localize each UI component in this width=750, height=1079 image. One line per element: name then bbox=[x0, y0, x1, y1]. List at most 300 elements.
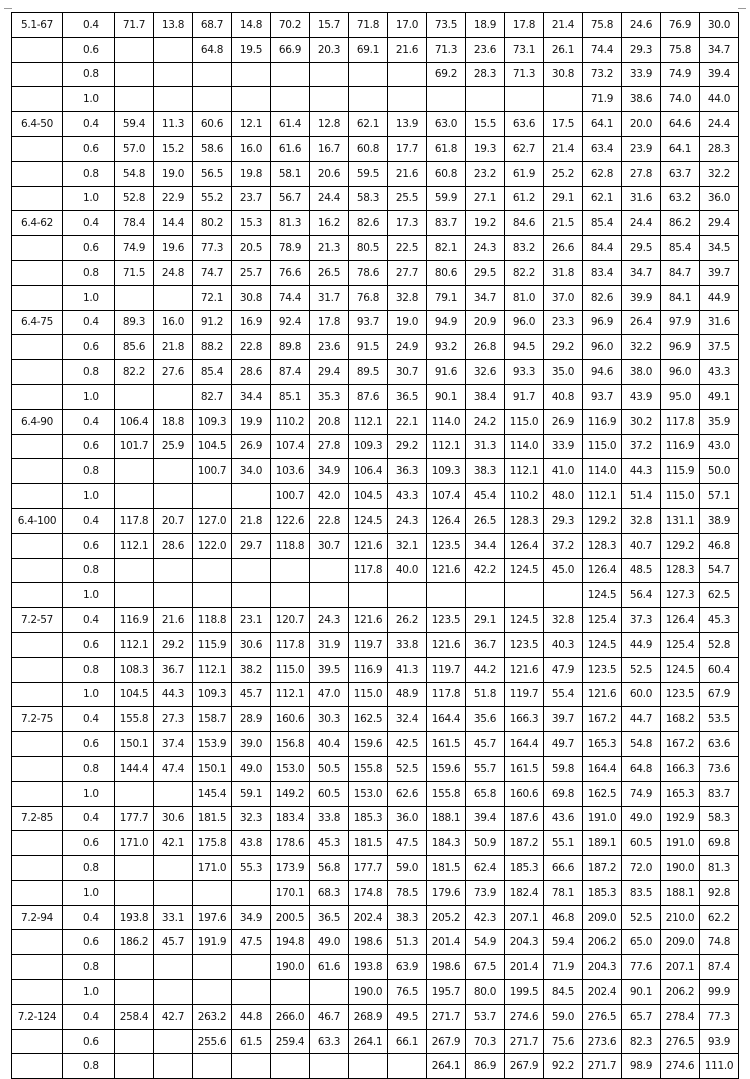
table-row bbox=[12, 285, 739, 310]
value-cell: 51.4 bbox=[622, 484, 661, 509]
value-cell: 42.7 bbox=[154, 1004, 193, 1029]
value-cell: 95.0 bbox=[661, 384, 700, 409]
value-cell: 29.3 bbox=[544, 508, 583, 533]
value-cell: 271.7 bbox=[427, 1004, 466, 1029]
table-row bbox=[12, 905, 739, 930]
value-cell: 258.4 bbox=[115, 1004, 154, 1029]
value-cell: 125.4 bbox=[583, 608, 622, 633]
value-cell: 24.9 bbox=[388, 335, 427, 360]
value-cell: 202.4 bbox=[349, 905, 388, 930]
value-cell: 189.1 bbox=[583, 831, 622, 856]
value-cell: 191.0 bbox=[583, 806, 622, 831]
value-cell: 61.6 bbox=[271, 136, 310, 161]
value-cell: 52.5 bbox=[388, 756, 427, 781]
value-cell: 131.1 bbox=[661, 508, 700, 533]
table-row bbox=[12, 558, 739, 583]
value-cell: 24.3 bbox=[310, 608, 349, 633]
value-cell bbox=[154, 955, 193, 980]
value-cell bbox=[154, 558, 193, 583]
ratio-cell: 1.0 bbox=[63, 87, 115, 112]
value-cell bbox=[232, 980, 271, 1005]
ratio-cell: 0.6 bbox=[63, 831, 115, 856]
value-cell: 37.4 bbox=[154, 732, 193, 757]
value-cell: 161.5 bbox=[427, 732, 466, 757]
value-cell: 23.2 bbox=[466, 161, 505, 186]
value-cell: 31.7 bbox=[310, 285, 349, 310]
value-cell: 20.3 bbox=[310, 37, 349, 62]
value-cell: 37.0 bbox=[544, 285, 583, 310]
value-cell: 88.2 bbox=[193, 335, 232, 360]
value-cell: 45.3 bbox=[700, 608, 739, 633]
ratio-cell: 0.4 bbox=[63, 1004, 115, 1029]
value-cell: 175.8 bbox=[193, 831, 232, 856]
value-cell: 32.8 bbox=[622, 508, 661, 533]
value-cell: 44.0 bbox=[700, 87, 739, 112]
value-cell: 45.7 bbox=[154, 930, 193, 955]
value-cell bbox=[154, 384, 193, 409]
value-cell: 104.5 bbox=[193, 434, 232, 459]
value-cell: 19.9 bbox=[232, 409, 271, 434]
model-cell bbox=[12, 930, 63, 955]
value-cell: 36.5 bbox=[388, 384, 427, 409]
value-cell: 61.4 bbox=[271, 112, 310, 137]
value-cell: 73.1 bbox=[505, 37, 544, 62]
value-cell: 55.1 bbox=[544, 831, 583, 856]
value-cell: 81.3 bbox=[271, 211, 310, 236]
value-cell: 90.1 bbox=[622, 980, 661, 1005]
table-row bbox=[12, 211, 739, 236]
value-cell: 54.8 bbox=[115, 161, 154, 186]
value-cell: 93.7 bbox=[349, 310, 388, 335]
table-row bbox=[12, 62, 739, 87]
value-cell: 73.5 bbox=[427, 13, 466, 38]
value-cell: 199.5 bbox=[505, 980, 544, 1005]
value-cell: 82.1 bbox=[427, 236, 466, 261]
value-cell bbox=[154, 1054, 193, 1079]
value-cell: 26.8 bbox=[466, 335, 505, 360]
value-cell: 32.3 bbox=[232, 806, 271, 831]
value-cell: 115.0 bbox=[505, 409, 544, 434]
value-cell: 19.8 bbox=[232, 161, 271, 186]
value-cell: 41.0 bbox=[544, 459, 583, 484]
value-cell: 43.6 bbox=[544, 806, 583, 831]
value-cell: 81.0 bbox=[505, 285, 544, 310]
value-cell: 57.1 bbox=[700, 484, 739, 509]
model-cell bbox=[12, 756, 63, 781]
ratio-cell: 0.4 bbox=[63, 211, 115, 236]
value-cell: 59.9 bbox=[427, 186, 466, 211]
value-cell: 206.2 bbox=[661, 980, 700, 1005]
ratio-cell: 0.4 bbox=[63, 13, 115, 38]
table-row bbox=[12, 1029, 739, 1054]
value-cell: 190.0 bbox=[349, 980, 388, 1005]
value-cell: 58.3 bbox=[349, 186, 388, 211]
value-cell: 63.7 bbox=[661, 161, 700, 186]
value-cell: 61.9 bbox=[505, 161, 544, 186]
value-cell: 39.7 bbox=[700, 260, 739, 285]
value-cell: 165.3 bbox=[661, 781, 700, 806]
value-cell: 86.2 bbox=[661, 211, 700, 236]
value-cell: 73.6 bbox=[700, 756, 739, 781]
value-cell: 210.0 bbox=[661, 905, 700, 930]
value-cell: 121.6 bbox=[349, 533, 388, 558]
value-cell: 72.1 bbox=[193, 285, 232, 310]
value-cell bbox=[154, 87, 193, 112]
value-cell: 61.5 bbox=[232, 1029, 271, 1054]
value-cell bbox=[271, 87, 310, 112]
ratio-cell: 0.4 bbox=[63, 409, 115, 434]
value-cell: 22.5 bbox=[388, 236, 427, 261]
value-cell: 59.1 bbox=[232, 781, 271, 806]
value-cell: 29.5 bbox=[466, 260, 505, 285]
value-cell: 38.3 bbox=[388, 905, 427, 930]
model-cell: 6.4-75 bbox=[12, 310, 63, 335]
value-cell: 66.1 bbox=[388, 1029, 427, 1054]
value-cell: 78.6 bbox=[349, 260, 388, 285]
value-cell: 38.9 bbox=[700, 508, 739, 533]
value-cell bbox=[232, 583, 271, 608]
value-cell: 93.9 bbox=[700, 1029, 739, 1054]
value-cell: 50.5 bbox=[310, 756, 349, 781]
value-cell: 198.6 bbox=[349, 930, 388, 955]
value-cell: 15.3 bbox=[232, 211, 271, 236]
model-cell: 6.4-90 bbox=[12, 409, 63, 434]
value-cell: 30.6 bbox=[154, 806, 193, 831]
ratio-cell: 0.6 bbox=[63, 335, 115, 360]
value-cell: 29.1 bbox=[544, 186, 583, 211]
value-cell: 31.3 bbox=[466, 434, 505, 459]
value-cell: 26.1 bbox=[544, 37, 583, 62]
value-cell bbox=[193, 1054, 232, 1079]
model-cell: 6.4-100 bbox=[12, 508, 63, 533]
ratio-cell: 0.4 bbox=[63, 508, 115, 533]
value-cell: 39.0 bbox=[232, 732, 271, 757]
value-cell: 16.2 bbox=[310, 211, 349, 236]
value-cell: 115.9 bbox=[193, 632, 232, 657]
value-cell: 25.7 bbox=[232, 260, 271, 285]
value-cell: 30.7 bbox=[310, 533, 349, 558]
value-cell: 33.1 bbox=[154, 905, 193, 930]
value-cell: 185.3 bbox=[505, 856, 544, 881]
value-cell bbox=[115, 955, 154, 980]
value-cell: 63.4 bbox=[583, 136, 622, 161]
value-cell: 27.7 bbox=[388, 260, 427, 285]
value-cell: 190.0 bbox=[271, 955, 310, 980]
value-cell: 31.8 bbox=[544, 260, 583, 285]
table-row bbox=[12, 632, 739, 657]
table-row bbox=[12, 186, 739, 211]
value-cell: 129.2 bbox=[661, 533, 700, 558]
value-cell: 25.2 bbox=[544, 161, 583, 186]
value-cell: 78.9 bbox=[271, 236, 310, 261]
value-cell: 124.5 bbox=[583, 632, 622, 657]
value-cell: 58.1 bbox=[271, 161, 310, 186]
value-cell: 74.0 bbox=[661, 87, 700, 112]
value-cell: 255.6 bbox=[193, 1029, 232, 1054]
model-cell bbox=[12, 360, 63, 385]
ratio-cell: 0.8 bbox=[63, 856, 115, 881]
value-cell: 129.2 bbox=[583, 508, 622, 533]
value-cell bbox=[154, 1029, 193, 1054]
value-cell: 19.5 bbox=[232, 37, 271, 62]
value-cell: 84.6 bbox=[505, 211, 544, 236]
model-cell bbox=[12, 186, 63, 211]
value-cell: 38.0 bbox=[622, 360, 661, 385]
value-cell: 55.7 bbox=[466, 756, 505, 781]
value-cell: 34.7 bbox=[466, 285, 505, 310]
value-cell bbox=[154, 484, 193, 509]
value-cell: 49.7 bbox=[544, 732, 583, 757]
ratio-cell: 0.8 bbox=[63, 1054, 115, 1079]
value-cell: 114.0 bbox=[505, 434, 544, 459]
value-cell: 117.8 bbox=[661, 409, 700, 434]
value-cell: 85.1 bbox=[271, 384, 310, 409]
model-cell bbox=[12, 260, 63, 285]
model-cell: 5.1-67 bbox=[12, 13, 63, 38]
value-cell: 205.2 bbox=[427, 905, 466, 930]
value-cell: 71.8 bbox=[349, 13, 388, 38]
value-cell: 263.2 bbox=[193, 1004, 232, 1029]
table-row bbox=[12, 87, 739, 112]
value-cell: 127.0 bbox=[193, 508, 232, 533]
value-cell: 38.2 bbox=[232, 657, 271, 682]
value-cell: 110.2 bbox=[505, 484, 544, 509]
value-cell: 160.6 bbox=[271, 707, 310, 732]
value-cell bbox=[115, 37, 154, 62]
value-cell: 19.6 bbox=[154, 236, 193, 261]
value-cell: 62.4 bbox=[466, 856, 505, 881]
value-cell: 76.9 bbox=[661, 13, 700, 38]
value-cell: 32.8 bbox=[544, 608, 583, 633]
value-cell: 45.4 bbox=[466, 484, 505, 509]
value-cell: 36.7 bbox=[154, 657, 193, 682]
ratio-cell: 0.6 bbox=[63, 930, 115, 955]
value-cell bbox=[232, 880, 271, 905]
value-cell: 83.5 bbox=[622, 880, 661, 905]
value-cell: 29.2 bbox=[388, 434, 427, 459]
value-cell: 164.4 bbox=[583, 756, 622, 781]
ratio-cell: 1.0 bbox=[63, 781, 115, 806]
model-cell bbox=[12, 558, 63, 583]
value-cell: 55.3 bbox=[232, 856, 271, 881]
value-cell bbox=[115, 62, 154, 87]
value-cell bbox=[544, 87, 583, 112]
value-cell: 33.8 bbox=[310, 806, 349, 831]
value-cell: 109.3 bbox=[349, 434, 388, 459]
model-cell bbox=[12, 161, 63, 186]
value-cell: 121.6 bbox=[427, 632, 466, 657]
model-cell bbox=[12, 335, 63, 360]
value-cell: 61.2 bbox=[505, 186, 544, 211]
value-cell: 93.2 bbox=[427, 335, 466, 360]
value-cell: 40.0 bbox=[388, 558, 427, 583]
value-cell: 119.7 bbox=[505, 682, 544, 707]
value-cell: 43.3 bbox=[700, 360, 739, 385]
value-cell: 24.3 bbox=[466, 236, 505, 261]
value-cell: 83.2 bbox=[505, 236, 544, 261]
value-cell bbox=[232, 558, 271, 583]
value-cell: 266.0 bbox=[271, 1004, 310, 1029]
value-cell bbox=[388, 62, 427, 87]
value-cell bbox=[115, 1054, 154, 1079]
value-cell: 170.1 bbox=[271, 880, 310, 905]
value-cell: 32.2 bbox=[700, 161, 739, 186]
value-cell bbox=[115, 880, 154, 905]
value-cell: 122.0 bbox=[193, 533, 232, 558]
model-cell bbox=[12, 1029, 63, 1054]
model-cell: 6.4-50 bbox=[12, 112, 63, 137]
value-cell: 89.5 bbox=[349, 360, 388, 385]
value-cell: 22.8 bbox=[310, 508, 349, 533]
model-cell bbox=[12, 62, 63, 87]
model-cell bbox=[12, 236, 63, 261]
value-cell: 23.6 bbox=[310, 335, 349, 360]
value-cell: 24.4 bbox=[622, 211, 661, 236]
model-cell bbox=[12, 732, 63, 757]
value-cell: 115.0 bbox=[583, 434, 622, 459]
value-cell: 70.2 bbox=[271, 13, 310, 38]
value-cell: 63.3 bbox=[310, 1029, 349, 1054]
value-cell: 34.0 bbox=[232, 459, 271, 484]
value-cell: 126.4 bbox=[427, 508, 466, 533]
value-cell: 116.9 bbox=[661, 434, 700, 459]
value-cell bbox=[193, 87, 232, 112]
ratio-cell: 0.8 bbox=[63, 558, 115, 583]
value-cell: 167.2 bbox=[583, 707, 622, 732]
value-cell: 17.7 bbox=[388, 136, 427, 161]
value-cell: 90.1 bbox=[427, 384, 466, 409]
value-cell: 182.4 bbox=[505, 880, 544, 905]
value-cell: 194.8 bbox=[271, 930, 310, 955]
value-cell: 121.6 bbox=[583, 682, 622, 707]
value-cell: 271.7 bbox=[583, 1054, 622, 1079]
value-cell: 86.9 bbox=[466, 1054, 505, 1079]
value-cell: 21.8 bbox=[154, 335, 193, 360]
value-cell: 23.9 bbox=[622, 136, 661, 161]
value-cell bbox=[388, 1054, 427, 1079]
value-cell: 77.6 bbox=[622, 955, 661, 980]
value-cell: 116.9 bbox=[115, 608, 154, 633]
value-cell bbox=[154, 781, 193, 806]
value-cell: 63.9 bbox=[388, 955, 427, 980]
value-cell: 29.2 bbox=[544, 335, 583, 360]
value-cell: 56.8 bbox=[310, 856, 349, 881]
value-cell: 55.2 bbox=[193, 186, 232, 211]
value-cell: 123.5 bbox=[661, 682, 700, 707]
table-row bbox=[12, 260, 739, 285]
value-cell: 110.2 bbox=[271, 409, 310, 434]
model-cell bbox=[12, 87, 63, 112]
table-row bbox=[12, 409, 739, 434]
value-cell: 32.4 bbox=[388, 707, 427, 732]
value-cell bbox=[349, 87, 388, 112]
value-cell: 24.4 bbox=[700, 112, 739, 137]
value-cell: 209.0 bbox=[661, 930, 700, 955]
value-cell bbox=[271, 558, 310, 583]
value-cell: 112.1 bbox=[271, 682, 310, 707]
ratio-cell: 1.0 bbox=[63, 980, 115, 1005]
table-row bbox=[12, 930, 739, 955]
value-cell: 112.1 bbox=[193, 657, 232, 682]
value-cell: 47.5 bbox=[388, 831, 427, 856]
table-row bbox=[12, 682, 739, 707]
value-cell: 267.9 bbox=[427, 1029, 466, 1054]
value-cell: 12.8 bbox=[310, 112, 349, 137]
value-cell: 44.3 bbox=[154, 682, 193, 707]
value-cell: 61.8 bbox=[427, 136, 466, 161]
value-cell: 155.8 bbox=[349, 756, 388, 781]
value-cell: 179.6 bbox=[427, 880, 466, 905]
value-cell: 17.8 bbox=[310, 310, 349, 335]
value-cell: 204.3 bbox=[505, 930, 544, 955]
value-cell: 37.2 bbox=[622, 434, 661, 459]
model-cell: 7.2-75 bbox=[12, 707, 63, 732]
value-cell: 69.2 bbox=[427, 62, 466, 87]
value-cell: 204.3 bbox=[583, 955, 622, 980]
value-cell: 96.0 bbox=[505, 310, 544, 335]
ratio-cell: 0.8 bbox=[63, 657, 115, 682]
value-cell: 74.8 bbox=[700, 930, 739, 955]
table-row bbox=[12, 980, 739, 1005]
value-cell: 18.8 bbox=[154, 409, 193, 434]
value-cell: 274.6 bbox=[661, 1054, 700, 1079]
value-cell: 149.2 bbox=[271, 781, 310, 806]
value-cell: 122.6 bbox=[271, 508, 310, 533]
value-cell: 209.0 bbox=[583, 905, 622, 930]
value-cell bbox=[154, 62, 193, 87]
value-cell: 193.8 bbox=[349, 955, 388, 980]
value-cell: 63.2 bbox=[661, 186, 700, 211]
value-cell: 29.5 bbox=[622, 236, 661, 261]
value-cell: 31.6 bbox=[622, 186, 661, 211]
value-cell: 48.9 bbox=[388, 682, 427, 707]
value-cell: 274.6 bbox=[505, 1004, 544, 1029]
value-cell: 103.6 bbox=[271, 459, 310, 484]
value-cell: 125.4 bbox=[661, 632, 700, 657]
model-cell bbox=[12, 37, 63, 62]
value-cell bbox=[232, 62, 271, 87]
ratio-cell: 0.8 bbox=[63, 756, 115, 781]
ratio-cell: 0.8 bbox=[63, 360, 115, 385]
value-cell: 29.3 bbox=[622, 37, 661, 62]
value-cell: 123.5 bbox=[427, 608, 466, 633]
value-cell: 74.4 bbox=[583, 37, 622, 62]
value-cell: 42.2 bbox=[466, 558, 505, 583]
value-cell: 39.9 bbox=[622, 285, 661, 310]
value-cell bbox=[310, 558, 349, 583]
value-cell: 201.4 bbox=[505, 955, 544, 980]
ratio-cell: 0.8 bbox=[63, 161, 115, 186]
value-cell: 62.6 bbox=[388, 781, 427, 806]
value-cell bbox=[466, 87, 505, 112]
value-cell: 128.3 bbox=[505, 508, 544, 533]
value-cell: 98.9 bbox=[622, 1054, 661, 1079]
value-cell: 60.0 bbox=[622, 682, 661, 707]
value-cell: 195.7 bbox=[427, 980, 466, 1005]
value-cell: 30.0 bbox=[700, 13, 739, 38]
value-cell: 55.4 bbox=[544, 682, 583, 707]
value-cell: 60.5 bbox=[622, 831, 661, 856]
value-cell bbox=[232, 87, 271, 112]
table-row bbox=[12, 955, 739, 980]
ratio-cell: 0.4 bbox=[63, 608, 115, 633]
value-cell: 171.0 bbox=[193, 856, 232, 881]
value-cell bbox=[193, 484, 232, 509]
value-cell: 181.5 bbox=[193, 806, 232, 831]
value-cell: 26.9 bbox=[544, 409, 583, 434]
value-cell: 207.1 bbox=[505, 905, 544, 930]
value-cell: 201.4 bbox=[427, 930, 466, 955]
